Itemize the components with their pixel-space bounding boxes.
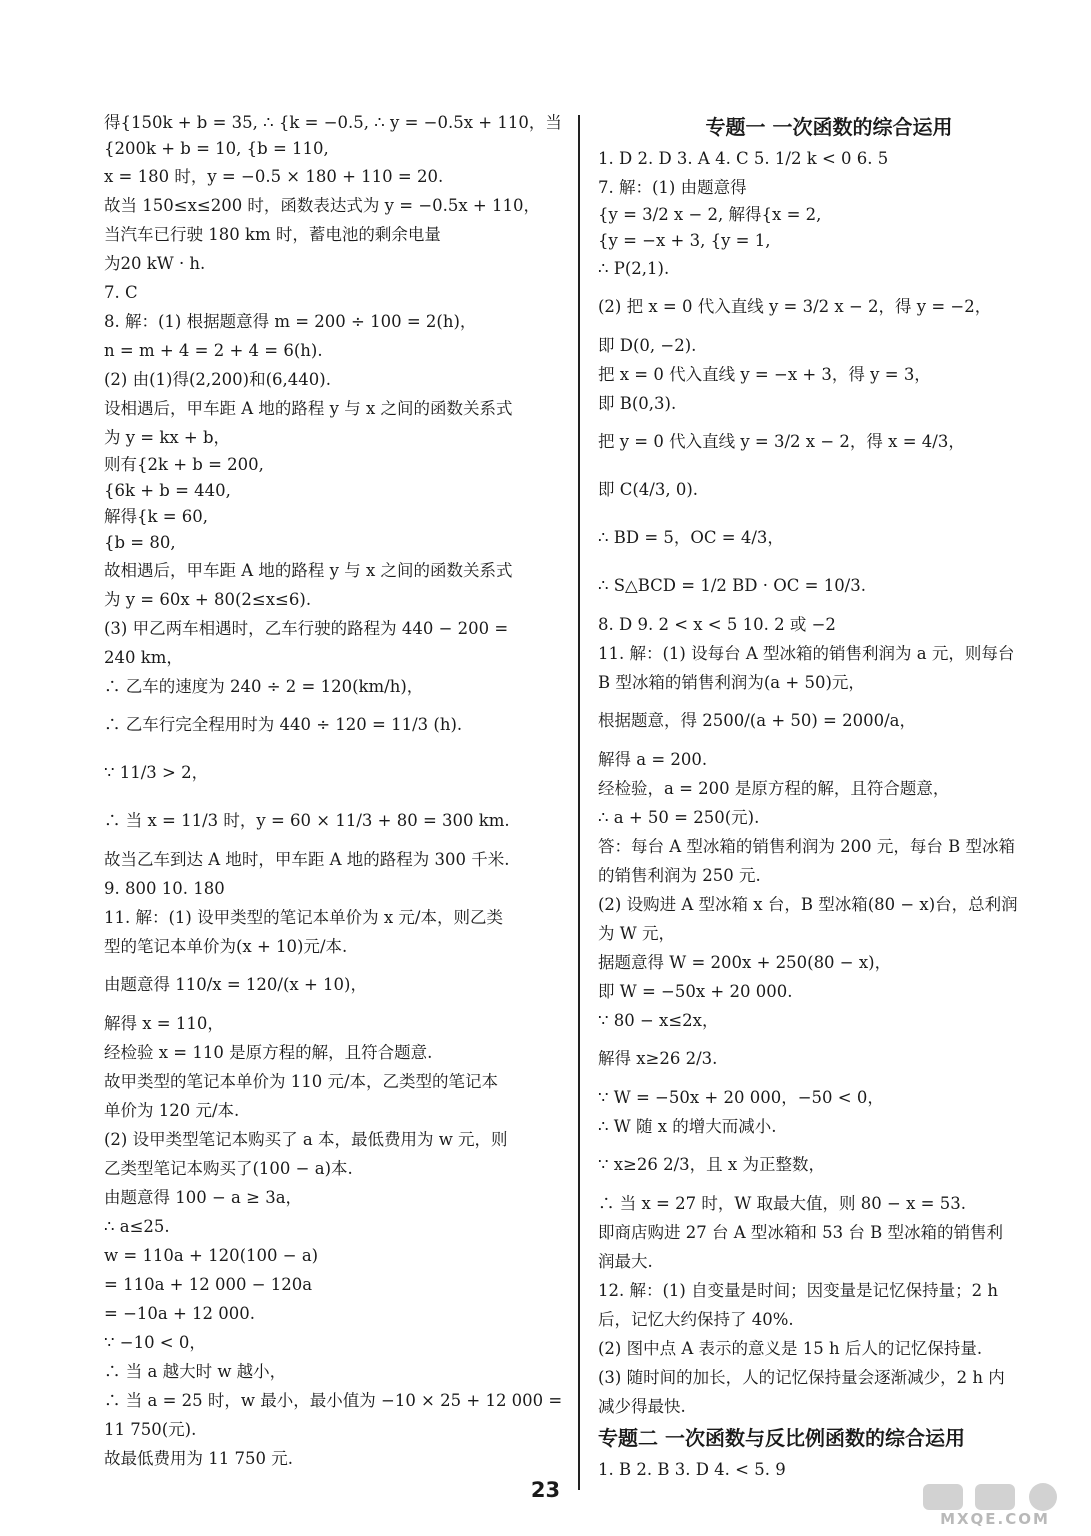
text-line: 设相遇后，甲车距 A 地的路程 y 与 x 之间的函数关系式: [104, 399, 513, 418]
text-line: ∵ −10 < 0，: [104, 1333, 206, 1352]
column-divider: [578, 115, 580, 1490]
text-line: 由题意得 110/x = 120/(x + 10)，: [104, 975, 367, 994]
left-column: [104, 110, 563, 1473]
equation-line: 则有{2k + b = 200,: [104, 455, 264, 474]
text-line: 为 y = 60x + 80(2≤x≤6).: [104, 590, 312, 609]
text-line: 11. 解：(1) 设甲类型的笔记本单价为 x 元/本，则乙类: [104, 908, 503, 927]
text-line: 由题意得 100 − a ≥ 3a，: [104, 1188, 303, 1207]
equation-line: 得{150k + b = 35, ∴ {k = −0.5, ∴ y = −0.5x + 110，当: [104, 113, 562, 132]
equation-line: 解得{k = 60,: [104, 507, 209, 526]
text-line: w = 110a + 120(100 − a): [104, 1246, 319, 1265]
text-line: 解得 x = 110，: [104, 1014, 224, 1033]
text-line: ∴ 乙车的速度为 240 ÷ 2 = 120(km/h)，: [104, 677, 424, 696]
text-line: x = 180 时，y = −0.5 × 180 + 110 = 20.: [104, 167, 444, 186]
text-line: ∴ W 随 x 的增大而减小.: [598, 1117, 777, 1136]
text-line: ∴ 当 x = 11/3 时，y = 60 × 11/3 + 80 = 300 km.: [104, 811, 510, 830]
text-line: 单价为 120 元/本.: [104, 1101, 240, 1120]
text-line: ∴ 当 x = 27 时，W 取最大值，则 80 − x = 53.: [598, 1194, 966, 1213]
text-line: 7. C: [104, 283, 138, 302]
text-line: 润最大.: [598, 1252, 653, 1271]
text-line: (3) 甲乙两车相遇时，乙车行驶的路程为 440 − 200 =: [104, 619, 509, 638]
section-heading: 专题一 一次函数的综合运用: [705, 115, 953, 139]
text-line: 的销售利润为 250 元.: [598, 866, 761, 885]
text-line: 减少得最快.: [598, 1397, 686, 1416]
text-line: 为20 kW · h.: [104, 254, 206, 273]
text-line: 型的笔记本单价为(x + 10)元/本.: [104, 937, 348, 956]
text-line: 故当乙车到达 A 地时，甲车距 A 地的路程为 300 千米.: [104, 850, 510, 869]
equation-system: [104, 110, 560, 162]
text-line: 故甲类型的笔记本单价为 110 元/本，乙类型的笔记本: [104, 1072, 499, 1091]
text-line: n = m + 4 = 2 + 4 = 6(h).: [104, 341, 323, 360]
section-heading: 专题二 一次函数与反比例函数的综合运用: [598, 1426, 965, 1450]
text-line: 240 km，: [104, 648, 183, 667]
text-line: (2) 图中点 A 表示的意义是 15 h 后人的记忆保持量.: [598, 1339, 983, 1358]
text-line: ∵ x≥26 2/3，且 x 为正整数，: [598, 1155, 825, 1174]
equation-line: {y = −x + 3, {y = 1,: [598, 231, 771, 250]
text-line: 即 B(0,3).: [598, 394, 677, 413]
equation-line: {200k + b = 10, {b = 110,: [104, 139, 329, 158]
text-line: 故最低费用为 11 750 元.: [104, 1449, 293, 1468]
text-line: 为 y = kx + b，: [104, 428, 231, 447]
text-line: ∵ 11/3 > 2，: [104, 763, 209, 782]
text-line: 11 750(元).: [104, 1420, 197, 1439]
text-line: 即 W = −50x + 20 000.: [598, 982, 793, 1001]
text-line: ∴ BD = 5，OC = 4/3，: [598, 528, 784, 547]
text-line: 1. B 2. B 3. D 4. < 5. 9: [598, 1460, 786, 1479]
text-line: (2) 设购进 A 型冰箱 x 台，B 型冰箱(80 − x)台，总利润: [598, 895, 1018, 914]
text-line: 答：每台 A 型冰箱的销售利润为 200 元，每台 B 型冰箱: [598, 837, 1016, 856]
text-line: 7. 解：(1) 由题意得: [598, 178, 747, 197]
text-line: 8. 解：(1) 根据题意得 m = 200 ÷ 100 = 2(h)，: [104, 312, 477, 331]
equation-line: {y = 3/2 x − 2, 解得{x = 2,: [598, 205, 822, 224]
text-line: B 型冰箱的销售利润为(a + 50)元，: [598, 673, 865, 692]
text-line: 据题意得 W = 200x + 250(80 − x)，: [598, 953, 892, 972]
text-line: 把 x = 0 代入直线 y = −x + 3，得 y = 3，: [598, 365, 931, 384]
text-line: 即 D(0, −2).: [598, 336, 697, 355]
text-line: ∴ 当 a 越大时 w 越小，: [104, 1362, 287, 1381]
text-line: = −10a + 12 000.: [104, 1304, 256, 1323]
text-line: 解得 a = 200.: [598, 750, 708, 769]
text-line: (2) 设甲类型笔记本购买了 a 本，最低费用为 w 元，则: [104, 1130, 508, 1149]
equation-line: {b = 80,: [104, 533, 176, 552]
text-line: 乙类型笔记本购买了(100 − a)本.: [104, 1159, 353, 1178]
text-line: ∴ S△BCD = 1/2 BD · OC = 10/3.: [598, 576, 866, 595]
watermark-logo: [915, 1482, 1075, 1528]
text-line: 11. 解：(1) 设每台 A 型冰箱的销售利润为 a 元，则每台: [598, 644, 1015, 663]
equation-system: [598, 202, 1060, 254]
watermark-text: MXQE.COM: [940, 1510, 1050, 1528]
text-line: 把 y = 0 代入直线 y = 3/2 x − 2，得 x = 4/3，: [598, 432, 965, 451]
equation-line: {6k + b = 440,: [104, 481, 231, 500]
text-line: 经检验，a = 200 是原方程的解，且符合题意，: [598, 779, 950, 798]
text-line: 故相遇后，甲车距 A 地的路程 y 与 x 之间的函数关系式: [104, 561, 513, 580]
equation-system: [104, 452, 560, 504]
text-line: 根据题意，得 2500/(a + 50) = 2000/a，: [598, 711, 917, 730]
text-line: ∵ W = −50x + 20 000，−50 < 0，: [598, 1088, 884, 1107]
text-line: 9. 800 10. 180: [104, 879, 225, 898]
text-line: 为 W 元，: [598, 924, 675, 943]
text-line: 当汽车已行驶 180 km 时，蓄电池的剩余电量: [104, 225, 441, 244]
text-line: 1. D 2. D 3. A 4. C 5. 1/2 k < 0 6. 5: [598, 149, 889, 168]
text-line: ∵ 80 − x≤2x，: [598, 1011, 719, 1030]
page-number: 23: [530, 1478, 561, 1502]
text-line: 经检验 x = 110 是原方程的解，且符合题意.: [104, 1043, 433, 1062]
text-line: ∴ 当 a = 25 时，w 最小，最小值为 −10 × 25 + 12 000 =: [104, 1391, 563, 1410]
text-line: ∴ P(2,1).: [598, 259, 670, 278]
text-line: 解得 x≥26 2/3.: [598, 1049, 718, 1068]
text-line: ∴ 乙车行完全程用时为 440 ÷ 120 = 11/3 (h).: [104, 715, 463, 734]
text-line: 后，记忆大约保持了 40%.: [598, 1310, 794, 1329]
text-line: (2) 由(1)得(2,200)和(6,440).: [104, 370, 331, 389]
text-line: ∴ a≤25.: [104, 1217, 170, 1236]
text-line: (3) 随时间的加长，人的记忆保持量会逐渐减少，2 h 内: [598, 1368, 1005, 1387]
text-line: 8. D 9. 2 < x < 5 10. 2 或 −2: [598, 615, 836, 634]
text-line: 即 C(4/3, 0).: [598, 480, 699, 499]
equation-system: [104, 504, 560, 556]
text-line: 12. 解：(1) 自变量是时间；因变量是记忆保持量；2 h: [598, 1281, 998, 1300]
text-line: 即商店购进 27 台 A 型冰箱和 53 台 B 型冰箱的销售利: [598, 1223, 1003, 1242]
right-column: [598, 110, 1060, 1484]
text-line: (2) 把 x = 0 代入直线 y = 3/2 x − 2，得 y = −2，: [598, 297, 992, 316]
text-line: ∴ a + 50 = 250(元).: [598, 808, 760, 827]
text-line: 故当 150≤x≤200 时，函数表达式为 y = −0.5x + 110，: [104, 196, 540, 215]
watermark-icon: [915, 1482, 1075, 1512]
text-line: = 110a + 12 000 − 120a: [104, 1275, 313, 1294]
